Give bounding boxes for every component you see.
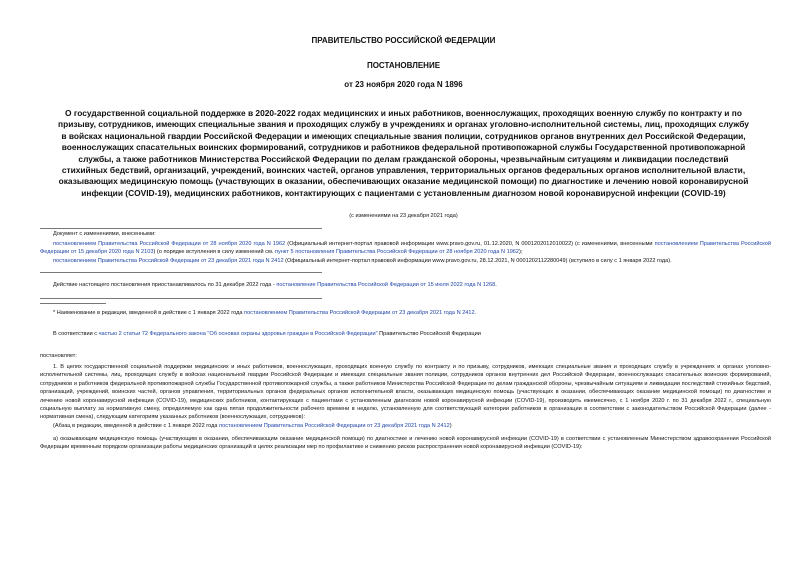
amendment-text: (Официальный интернет-портал правовой информации www.pravo.gov.ru, 01.12.2020, N 0001202012010022) (с изменениями, внесенными	[285, 241, 655, 247]
suspension-text: Действие настоящего постановления приостанавливалось по 31 декабря 2022 года -	[53, 282, 277, 288]
clause-1	[40, 363, 771, 430]
suspension-end: .	[495, 282, 497, 288]
amendment-link-1962-p5[interactable]: пункт 5 постановления Правительства Российской Федерации от 28 ноября 2020 года N 1962	[274, 249, 520, 256]
clause-1a	[40, 435, 771, 452]
suspension-note	[40, 281, 771, 289]
amendments-heading	[40, 230, 771, 238]
footnote	[40, 309, 771, 317]
footnote-end: .	[474, 310, 477, 316]
suspension-link[interactable]: постановление Правительства Российской Федерации от 15 июля 2022 года N 1268	[276, 282, 496, 288]
footnote-text: * Наименование в редакции, введенной в действие с 1 января 2022 года	[53, 310, 245, 316]
clause-1-edit-text: (Абзац в редакции, введенной в действие с 1 января 2022 года	[53, 422, 220, 429]
document-title: О государственной социальной поддержке в 2020-2022 годах медицинских и иных работников, военнослужащих, проходящих военную службу по контракту и по призыву, сотрудников, имеющих специальные звания и проходящих службу в учреждениях и органах уголовно-исполнительной системы, лиц, проходящих службу в войсках национальной гвардии Российской Федерации и имеющих специальные звания полиции, сотрудников органов внутренних дел Российской Федерации, военнослужащих спасательных воинских формирований, сотрудников и работников федеральной противопожарной службы Государственной противопожарной службы, а также работников Министерства Российской Федерации по делам гражданской обороны, чрезвычайным ситуациям и ликвидации последствий стихийных бедствий, организаций, учреждений, воинских частей, органов управления, территориальных органов федеральных органов исполнительной власти, оказывающих медицинскую помощь (участвующих в оказании, обеспечивающих оказание медицинской помощи) по диагностике и лечению новой коронавирусной инфекции (COVID-19), медицинских работников, контактирующих с пациентами с установленным диагнозом новой коронавирусной инфекции (COVID-19)	[58, 108, 749, 198]
amendment-text: (Официальный интернет-портал правовой информации www.pravo.gov.ru, 28.12.2021, N 0001202112280049) (вступило в силу с 1 января 2022 года).	[283, 257, 672, 264]
footnote-divider	[40, 303, 106, 304]
clause-1-edit-end: )	[449, 422, 452, 429]
amendments-list	[40, 240, 771, 265]
clause-1a-text: а) оказывающим медицинскую помощь (участвующим в оказании, обеспечивающим оказание медицинской помощи) по диагностике и лечению новой коронавирусной инфекции (COVID-19) в соответствии с установленным Министерством здравоохранения Российской Федерации временным порядком организации работы медицинских организаций в целях реализации мер по профилактике и снижению рисков распространения новой коронавирусной инфекции (COVID-19):	[40, 436, 771, 451]
amendments-heading-text: Документ с изменениями, внесенными:	[53, 231, 156, 237]
amendment-item	[40, 240, 771, 257]
amendment-link-1962[interactable]: постановлением Правительства Российской Федерации от 28 ноября 2020 года N 1962	[53, 241, 286, 247]
basis-end: Правительство Российской Федерации	[377, 331, 481, 337]
divider	[40, 272, 322, 273]
amendment-item	[40, 257, 771, 265]
clause-1-edit-link[interactable]: постановлением Правительства Российской Федерации от 23 декабря 2021 года N 2412	[219, 422, 450, 429]
legal-basis	[40, 330, 771, 338]
resolves-label: постановляет:	[40, 353, 77, 359]
amendment-text: );	[519, 249, 523, 256]
divider	[40, 298, 322, 299]
amendment-link-2412[interactable]: постановлением Правительства Российской Федерации от 23 декабря 2021 года N 2412	[53, 257, 284, 264]
basis-text: В соответствии с	[53, 331, 99, 337]
footnote-link[interactable]: постановлением Правительства Российской Федерации от 23 декабря 2021 года N 2412	[244, 310, 475, 316]
amendment-text: ) (о порядке вступления в силу изменений см.	[153, 249, 275, 256]
basis-law-link[interactable]: частью 2 статьи 72 Федерального закона "Об основах охраны здоровья граждан в Российской Федерации"	[98, 331, 378, 337]
changes-note: (с изменениями на 23 декабря 2021 года)	[349, 213, 458, 219]
government-heading: ПРАВИТЕЛЬСТВО РОССИЙСКОЙ ФЕДЕРАЦИИ	[311, 36, 496, 45]
clause-1-text: 1. В целях государственной социальной поддержки медицинских и иных работников, военнослужащих, проходящих военную службу по контракту и по призыву, сотрудников, имеющих специальные звания и проходящих службу в учреждениях и органах уголовно-исполнительной системы, лиц, проходящих службу в войсках национальной гвардии Российской Федерации и имеющих специальные звания полиции, сотрудников органов внутренних дел Российской Федерации, военнослужащих спасательных воинских формирований, сотрудников и работников федеральной противопожарной службы Государственной противопожарной службы, а также работников Министерства Российской Федерации по делам гражданской обороны, чрезвычайным ситуациям и ликвидации последствий стихийных бедствий, организаций, учреждений, воинских частей, органов управления, территориальных органов федеральных органов исполнительной власти, оказывающих медицинскую помощь (участвующих в оказании, обеспечивающих оказание медицинской помощи) по диагностике и лечению новой коронавирусной инфекции (COVID-19), медицинских работников, контактирующих с пациентами с установленным диагнозом новой коронавирусной инфекции (COVID-19), производить ежемесячно, с 1 ноября 2020 г. по 31 декабря 2022 г., специальную социальную выплату за нормативную смену, определяемую как одна пятая продолжительности рабочего времени в неделю, установленную для соответствующей категории работников в организации в соответствии с законодательством Российской Федерации (далее - нормативная смена), следующим категориям указанных работников (военнослужащих, сотрудников):	[40, 364, 771, 421]
divider	[40, 228, 322, 229]
amendment-link-2103[interactable]: постановлением Правительства Российской Федерации от 15 декабря 2020 года N 2103	[40, 241, 771, 256]
document-date-number: от 23 ноября 2020 года N 1896	[344, 80, 463, 89]
document-type: ПОСТАНОВЛЕНИЕ	[366, 61, 441, 70]
